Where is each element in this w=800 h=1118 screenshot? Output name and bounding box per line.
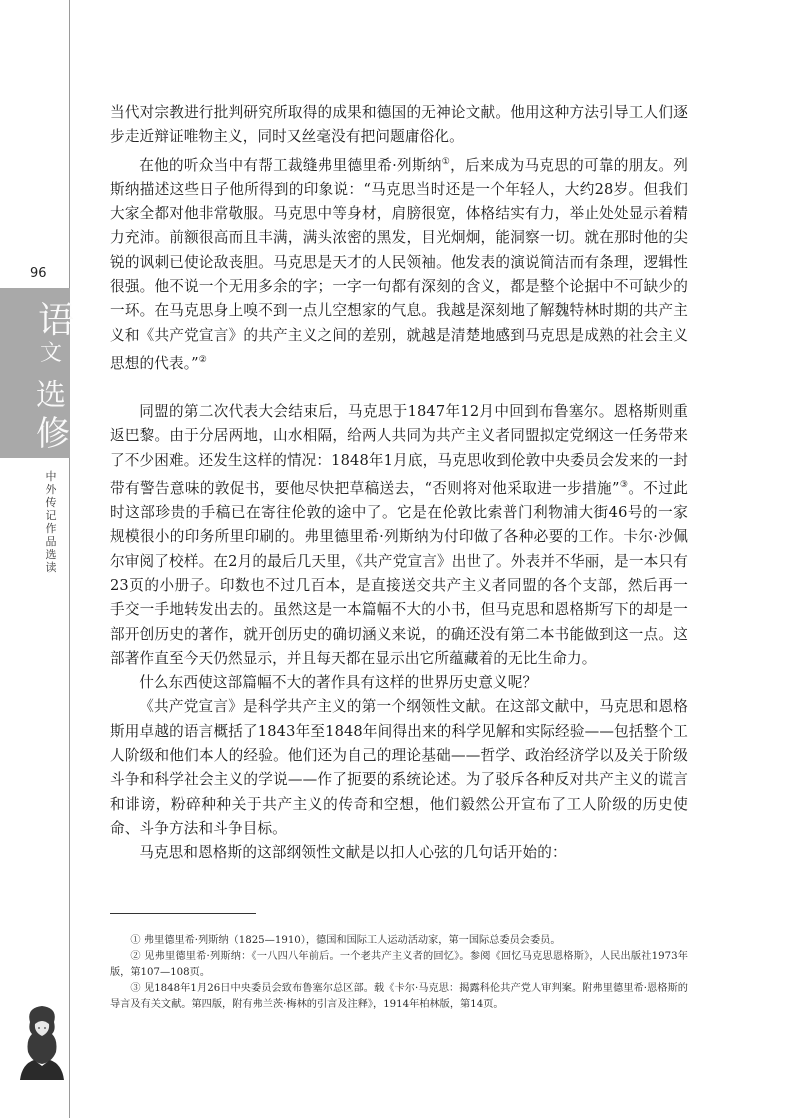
section-tab [0, 288, 75, 458]
footnotes [110, 933, 688, 1013]
footnote: ② 见弗里德里希·列斯纳：《一八四八年前后。一个老共产主义者的回忆》。参阅《回忆马克思恩格斯》，人民出版社1973年版，第107—108页。 [110, 951, 688, 978]
paragraph: 马克思和恩格斯的这部纲领性文献是以扣人心弦的几句话开始的： [139, 844, 567, 862]
paragraph: 《共产党宣言》是科学共产主义的第一个纲领性文献。在这部文献中，马克思和恩格斯用卓越的语言概括了1843年至1848年间得出来的科学见解和实际经验——包括整个工人阶级和他们本人的经验。他们还为自己的理论基础——哲学、政治经济学以及关于阶级斗争和科学社会主义的学说——作了扼要的系统论述。为了驳斥各种反对共产主义的谎言和诽谤，粉碎种种关于共产主义的传奇和空想，他们毅然公开宣布了工人阶级的历史使命、斗争方法和斗争目标。 [110, 698, 688, 837]
footnote-divider [110, 913, 256, 914]
portrait-icon [12, 1000, 72, 1080]
section-tab-char: 文 [40, 341, 63, 366]
text-span: 同盟的第二次代表大会结束后，马克思于1847年12月中回到布鲁塞尔。恩格斯则重返巴黎。由于分居两地，山水相隔，给两人共同为共产主义者同盟拟定党纲这一任务带来了不少困难。还发生这样的情况：1848年1月底，马克思收到伦敦中央委员会发来的一封带有警告意味的敦促书，要他尽快把草稿送去，“否则将对他采取进一步措施” [110, 402, 688, 497]
text-span: 。不过此时这部珍贵的手稿已在寄往伦敦的途中了。它是在伦敦比索普门利物浦大街46号的一家规模很小的印务所里印刷的。弗里德里希·列斯纳为付印做了各种必要的工作。卡尔·沙佩尔审阅了校样。在2月的最后几天里，《共产党宣言》出世了。外表并不华丽，是一本只有23页的小册子。印数也不过几百本，是直接送交共产主义者同盟的各个支部，然后再一手交一手地转发出去的。虽然这是一本篇幅不大的小书，但马克思和恩格斯写下的却是一部开创历史的著作，就开创历史的确切涵义来说，的确还没有第二本书能做到这一点。这部著作直至今天仍然显示，并且每天都在显示出它所蕴藏着的无比生命力。 [110, 479, 688, 667]
section-tab-char: 选 [36, 378, 66, 413]
paragraph [110, 400, 688, 671]
main-text [110, 101, 688, 865]
footnote-ref: ③ [619, 479, 629, 490]
paragraph-gap [110, 376, 688, 400]
section-tab-char: 修 [36, 414, 70, 454]
footnote-ref: ② [198, 354, 207, 365]
text-span: 在他的听众当中有帮工裁缝弗里德里希·列斯纳 [139, 156, 442, 174]
text-span: ，后来成为马克思的可靠的朋友。列斯纳描述这些日子他所得到的印象说：“马克思当时还是一个年轻人，大约28岁。但我们大家全都对他非常敬服。马克思中等身材，肩膀很宽，体格结实有力，举止处处显示着精力充沛。前额很高而且丰满，满头浓密的黑发，目光炯炯，能洞察一切。就在那时他的尖锐的讽刺已使论敌丧胆。马克思是天才的人民领袖。他发表的演说简洁而有条理，逻辑性很强。他不说一个无用多余的字；一字一句都有深刻的含义，都是整个论据中不可缺少的一环。在马克思身上嗅不到一点儿空想家的气息。我越是深刻地了解魏特林时期的共产主义和《共产党宣言》的共产主义之间的差别，就越是清楚地感到马克思是成熟的社会主义思想的代表。” [110, 156, 688, 372]
footnote: ③ 见1848年1月26日中央委员会致布鲁塞尔总区部。载《卡尔·马克思：揭露科伦共产党人审判案。附弗里德里希·恩格斯的导言及有关文献。第四版，附有弗兰茨·梅林的引言及注释》，1914年柏林版，第14页。 [110, 983, 688, 1010]
book-subtitle: 中外传记作品选读 [45, 470, 57, 574]
footnote: ① 弗里德里希·列斯纳（1825—1910），德国和国际工人运动活动家，第一国际总委员会委员。 [130, 935, 561, 946]
paragraph: 什么东西使这部篇幅不大的著作具有这样的世界历史意义呢？ [139, 674, 538, 692]
paragraph: 当代对宗教进行批判研究所取得的成果和德国的无神论文献。他用这种方法引导工人们逐步走近辩证唯物主义，同时又丝毫没有把问题庸俗化。 [110, 104, 688, 146]
margin-divider [69, 0, 70, 1118]
paragraph [110, 150, 688, 376]
page-number: 96 [30, 266, 47, 281]
footnote-ref: ① [441, 156, 451, 167]
section-tab-char: 语 [38, 300, 75, 341]
